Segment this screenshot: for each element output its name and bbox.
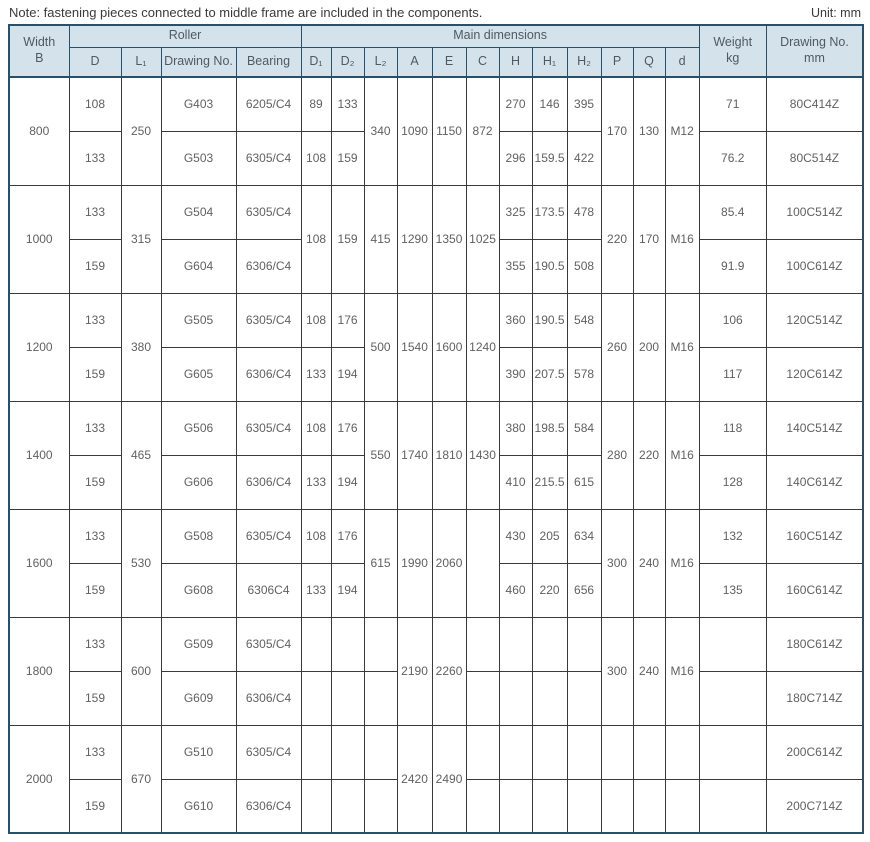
col-header-roller-drawing-no: Drawing No. bbox=[161, 47, 236, 77]
cell-h1 bbox=[532, 671, 567, 725]
cell-h1: 190.5 bbox=[532, 239, 567, 293]
cell-drawing: G505 bbox=[161, 293, 236, 347]
cell-e: 2060 bbox=[432, 509, 466, 617]
cell-q: 220 bbox=[633, 401, 665, 509]
cell-h: 380 bbox=[499, 401, 532, 455]
cell-d2: 194 bbox=[331, 455, 364, 509]
cell-d2: 159 bbox=[331, 131, 364, 185]
cell-weight: 128 bbox=[699, 455, 766, 509]
cell-d1 bbox=[301, 779, 331, 833]
cell-h2 bbox=[567, 671, 601, 725]
group-header-main-dimensions: Main dimensions bbox=[301, 25, 699, 47]
cell-d: 159 bbox=[69, 347, 121, 401]
cell-e: 2490 bbox=[432, 725, 466, 833]
cell-d1 bbox=[301, 725, 331, 779]
cell-p bbox=[601, 779, 633, 833]
cell-c: 1025 bbox=[466, 185, 499, 293]
cell-weight bbox=[699, 725, 766, 779]
cell-l2 bbox=[364, 725, 397, 779]
cell-bearing: 6305/C4 bbox=[236, 401, 301, 455]
cell-e: 1150 bbox=[432, 77, 466, 185]
col-header-width-b bbox=[9, 25, 69, 77]
cell-drawing: G609 bbox=[161, 671, 236, 725]
cell-h2: 395 bbox=[567, 77, 601, 131]
table-body bbox=[9, 77, 863, 833]
cell-drawing-no: 80C414Z bbox=[766, 77, 863, 131]
col-header-line: kg bbox=[726, 51, 740, 65]
col-header-h2: H₂ bbox=[567, 47, 601, 77]
cell-l1: 315 bbox=[121, 185, 161, 293]
cell-weight: 132 bbox=[699, 509, 766, 563]
table-container bbox=[0, 24, 870, 834]
cell-h: 296 bbox=[499, 131, 532, 185]
col-header-d1: D₁ bbox=[301, 47, 331, 77]
cell-weight: 71 bbox=[699, 77, 766, 131]
cell-h1: 173.5 bbox=[532, 185, 567, 239]
cell-drawing-no: 100C514Z bbox=[766, 185, 863, 239]
cell-bearing: 6305/C4 bbox=[236, 131, 301, 185]
cell-drawing-no: 120C514Z bbox=[766, 293, 863, 347]
cell-a: 1540 bbox=[397, 293, 432, 401]
cell-d: 133 bbox=[69, 509, 121, 563]
cell-d: 159 bbox=[69, 671, 121, 725]
cell-drawing: G608 bbox=[161, 563, 236, 617]
cell-q: 240 bbox=[633, 509, 665, 617]
col-header-p: P bbox=[601, 47, 633, 77]
col-header-weight bbox=[699, 25, 766, 77]
cell-l2 bbox=[364, 617, 397, 671]
cell-l2: 415 bbox=[364, 185, 397, 293]
cell-width-b: 1800 bbox=[9, 617, 69, 725]
cell-h2: 656 bbox=[567, 563, 601, 617]
cell-q: 170 bbox=[633, 185, 665, 293]
cell-drawing: G509 bbox=[161, 617, 236, 671]
col-header-line: B bbox=[35, 51, 44, 65]
cell-d2 bbox=[331, 617, 364, 671]
cell-d-thread: M16 bbox=[665, 617, 699, 725]
cell-drawing-no: 140C514Z bbox=[766, 401, 863, 455]
cell-d2 bbox=[331, 671, 364, 725]
cell-d-thread: M16 bbox=[665, 185, 699, 293]
cell-d1: 108 bbox=[301, 131, 331, 185]
col-header-d-thread: d bbox=[665, 47, 699, 77]
cell-h: 430 bbox=[499, 509, 532, 563]
cell-drawing-no: 160C514Z bbox=[766, 509, 863, 563]
cell-bearing: 6305/C4 bbox=[236, 293, 301, 347]
cell-l1: 530 bbox=[121, 509, 161, 617]
cell-h1: 207.5 bbox=[532, 347, 567, 401]
cell-width-b: 2000 bbox=[9, 725, 69, 833]
spec-row bbox=[9, 725, 863, 779]
cell-d-thread: M12 bbox=[665, 77, 699, 185]
cell-a: 1290 bbox=[397, 185, 432, 293]
cell-l2 bbox=[364, 779, 397, 833]
cell-weight: 91.9 bbox=[699, 239, 766, 293]
cell-h: 390 bbox=[499, 347, 532, 401]
spec-row bbox=[9, 509, 863, 563]
cell-drawing-no: 100C614Z bbox=[766, 239, 863, 293]
cell-bearing: 6305/C4 bbox=[236, 617, 301, 671]
cell-h: 325 bbox=[499, 185, 532, 239]
cell-d1: 108 bbox=[301, 509, 331, 563]
cell-drawing: G403 bbox=[161, 77, 236, 131]
cell-drawing-no: 180C614Z bbox=[766, 617, 863, 671]
cell-c bbox=[466, 725, 499, 779]
cell-h bbox=[499, 671, 532, 725]
cell-width-b: 1600 bbox=[9, 509, 69, 617]
cell-q: 130 bbox=[633, 77, 665, 185]
cell-l2: 550 bbox=[364, 401, 397, 509]
cell-h bbox=[499, 725, 532, 779]
col-header-drawing-no bbox=[766, 25, 863, 77]
cell-q: 200 bbox=[633, 293, 665, 401]
cell-drawing: G508 bbox=[161, 509, 236, 563]
cell-drawing: G503 bbox=[161, 131, 236, 185]
cell-l2: 500 bbox=[364, 293, 397, 401]
cell-weight: 117 bbox=[699, 347, 766, 401]
col-header-bearing: Bearing bbox=[236, 47, 301, 77]
cell-h2 bbox=[567, 725, 601, 779]
cell-bearing: 6205/C4 bbox=[236, 77, 301, 131]
cell-bearing: 6306/C4 bbox=[236, 347, 301, 401]
cell-c bbox=[466, 617, 499, 671]
cell-weight: 85.4 bbox=[699, 185, 766, 239]
cell-h: 270 bbox=[499, 77, 532, 131]
cell-d2: 194 bbox=[331, 347, 364, 401]
cell-d-thread: M16 bbox=[665, 509, 699, 617]
cell-d: 159 bbox=[69, 239, 121, 293]
cell-c: 1240 bbox=[466, 293, 499, 401]
cell-h2: 578 bbox=[567, 347, 601, 401]
cell-l2: 340 bbox=[364, 77, 397, 185]
cell-h1 bbox=[532, 617, 567, 671]
cell-d1: 133 bbox=[301, 455, 331, 509]
cell-d2 bbox=[331, 779, 364, 833]
cell-h1: 190.5 bbox=[532, 293, 567, 347]
cell-d2: 194 bbox=[331, 563, 364, 617]
cell-d-thread bbox=[665, 725, 699, 779]
cell-c bbox=[466, 509, 499, 617]
cell-d2: 176 bbox=[331, 401, 364, 455]
cell-h2: 584 bbox=[567, 401, 601, 455]
cell-e: 1810 bbox=[432, 401, 466, 509]
cell-e: 1600 bbox=[432, 293, 466, 401]
cell-drawing: G506 bbox=[161, 401, 236, 455]
cell-drawing: G606 bbox=[161, 455, 236, 509]
cell-c bbox=[466, 671, 499, 725]
cell-d: 159 bbox=[69, 779, 121, 833]
cell-drawing-no: 160C614Z bbox=[766, 563, 863, 617]
cell-weight bbox=[699, 617, 766, 671]
cell-d1: 108 bbox=[301, 401, 331, 455]
cell-a: 1740 bbox=[397, 401, 432, 509]
cell-p: 280 bbox=[601, 401, 633, 509]
cell-weight: 76.2 bbox=[699, 131, 766, 185]
table-header bbox=[9, 25, 863, 77]
cell-h2: 615 bbox=[567, 455, 601, 509]
cell-h1: 198.5 bbox=[532, 401, 567, 455]
cell-q: 240 bbox=[633, 617, 665, 725]
cell-d: 133 bbox=[69, 185, 121, 239]
cell-p: 170 bbox=[601, 77, 633, 185]
cell-h2: 508 bbox=[567, 239, 601, 293]
cell-drawing-no: 140C614Z bbox=[766, 455, 863, 509]
cell-e: 2260 bbox=[432, 617, 466, 725]
cell-h1: 205 bbox=[532, 509, 567, 563]
cell-d: 133 bbox=[69, 617, 121, 671]
cell-drawing: G605 bbox=[161, 347, 236, 401]
col-header-e: E bbox=[432, 47, 466, 77]
spec-row bbox=[9, 617, 863, 671]
cell-d: 133 bbox=[69, 725, 121, 779]
unit-label: Unit: mm bbox=[811, 6, 861, 20]
cell-drawing: G604 bbox=[161, 239, 236, 293]
cell-drawing-no: 200C614Z bbox=[766, 725, 863, 779]
cell-d: 133 bbox=[69, 131, 121, 185]
roller-spec-table bbox=[8, 24, 864, 834]
cell-d2 bbox=[331, 725, 364, 779]
cell-h2: 478 bbox=[567, 185, 601, 239]
cell-bearing: 6305/C4 bbox=[236, 185, 301, 239]
cell-width-b: 1200 bbox=[9, 293, 69, 401]
cell-h1: 146 bbox=[532, 77, 567, 131]
cell-d1: 89 bbox=[301, 77, 331, 131]
col-header-d: D bbox=[69, 47, 121, 77]
cell-h1: 215.5 bbox=[532, 455, 567, 509]
cell-drawing: G610 bbox=[161, 779, 236, 833]
cell-width-b: 800 bbox=[9, 77, 69, 185]
spec-row bbox=[9, 77, 863, 131]
cell-d-thread: M16 bbox=[665, 401, 699, 509]
col-header-h1: H₁ bbox=[532, 47, 567, 77]
cell-p: 220 bbox=[601, 185, 633, 293]
cell-d2: 176 bbox=[331, 509, 364, 563]
cell-q bbox=[633, 725, 665, 779]
col-header-line: Width bbox=[23, 35, 56, 50]
cell-h1: 159.5 bbox=[532, 131, 567, 185]
cell-c bbox=[466, 779, 499, 833]
cell-l2: 615 bbox=[364, 509, 397, 617]
cell-h1: 220 bbox=[532, 563, 567, 617]
spec-row bbox=[9, 401, 863, 455]
cell-d: 159 bbox=[69, 455, 121, 509]
cell-drawing: G510 bbox=[161, 725, 236, 779]
cell-d1 bbox=[301, 671, 331, 725]
cell-d1: 108 bbox=[301, 185, 331, 293]
cell-l1: 250 bbox=[121, 77, 161, 185]
cell-h2 bbox=[567, 779, 601, 833]
top-bar bbox=[0, 0, 870, 24]
cell-l2 bbox=[364, 671, 397, 725]
cell-weight: 106 bbox=[699, 293, 766, 347]
col-header-l1: L₁ bbox=[121, 47, 161, 77]
cell-h1 bbox=[532, 725, 567, 779]
cell-d: 133 bbox=[69, 401, 121, 455]
cell-d1: 133 bbox=[301, 563, 331, 617]
cell-h2: 634 bbox=[567, 509, 601, 563]
cell-bearing: 6306/C4 bbox=[236, 239, 301, 293]
cell-d-thread: M16 bbox=[665, 293, 699, 401]
cell-a: 1990 bbox=[397, 509, 432, 617]
cell-p: 300 bbox=[601, 509, 633, 617]
cell-drawing: G504 bbox=[161, 185, 236, 239]
col-header-d2: D₂ bbox=[331, 47, 364, 77]
cell-h: 410 bbox=[499, 455, 532, 509]
cell-q bbox=[633, 779, 665, 833]
cell-drawing-no: 80C514Z bbox=[766, 131, 863, 185]
cell-h2: 548 bbox=[567, 293, 601, 347]
cell-weight bbox=[699, 671, 766, 725]
cell-p: 300 bbox=[601, 617, 633, 725]
cell-weight bbox=[699, 779, 766, 833]
cell-a: 2420 bbox=[397, 725, 432, 833]
cell-d1: 108 bbox=[301, 293, 331, 347]
col-header-line: Drawing No. bbox=[780, 35, 849, 50]
cell-c: 1430 bbox=[466, 401, 499, 509]
cell-l1: 670 bbox=[121, 725, 161, 833]
cell-bearing: 6305/C4 bbox=[236, 509, 301, 563]
cell-bearing: 6306/C4 bbox=[236, 671, 301, 725]
cell-bearing: 6306C4 bbox=[236, 563, 301, 617]
cell-l1: 465 bbox=[121, 401, 161, 509]
col-header-line: mm bbox=[804, 51, 825, 65]
spec-row bbox=[9, 185, 863, 239]
cell-h: 355 bbox=[499, 239, 532, 293]
cell-p bbox=[601, 725, 633, 779]
cell-e: 1350 bbox=[432, 185, 466, 293]
cell-a: 2190 bbox=[397, 617, 432, 725]
col-header-a: A bbox=[397, 47, 432, 77]
cell-d: 159 bbox=[69, 563, 121, 617]
cell-h bbox=[499, 779, 532, 833]
cell-h2 bbox=[567, 617, 601, 671]
cell-d2: 133 bbox=[331, 77, 364, 131]
cell-weight: 135 bbox=[699, 563, 766, 617]
spec-row bbox=[9, 293, 863, 347]
cell-l1: 380 bbox=[121, 293, 161, 401]
group-header-roller: Roller bbox=[69, 25, 301, 47]
table-note: Note: fastening pieces connected to middle frame are included in the components. bbox=[9, 5, 483, 20]
col-header-c: C bbox=[466, 47, 499, 77]
cell-l1: 600 bbox=[121, 617, 161, 725]
col-header-q: Q bbox=[633, 47, 665, 77]
header-row-groups bbox=[9, 25, 863, 47]
cell-drawing-no: 120C614Z bbox=[766, 347, 863, 401]
cell-h2: 422 bbox=[567, 131, 601, 185]
cell-drawing-no: 200C714Z bbox=[766, 779, 863, 833]
cell-a: 1090 bbox=[397, 77, 432, 185]
cell-d: 133 bbox=[69, 293, 121, 347]
cell-h: 460 bbox=[499, 563, 532, 617]
cell-p: 260 bbox=[601, 293, 633, 401]
col-header-h: H bbox=[499, 47, 532, 77]
cell-width-b: 1400 bbox=[9, 401, 69, 509]
cell-d2: 176 bbox=[331, 293, 364, 347]
cell-h bbox=[499, 617, 532, 671]
cell-d1: 133 bbox=[301, 347, 331, 401]
cell-h1 bbox=[532, 779, 567, 833]
col-header-l2: L₂ bbox=[364, 47, 397, 77]
cell-d2: 159 bbox=[331, 185, 364, 293]
cell-d-thread bbox=[665, 779, 699, 833]
cell-drawing-no: 180C714Z bbox=[766, 671, 863, 725]
col-header-line: Weight bbox=[713, 35, 753, 50]
cell-weight: 118 bbox=[699, 401, 766, 455]
cell-bearing: 6306/C4 bbox=[236, 455, 301, 509]
cell-bearing: 6306/C4 bbox=[236, 779, 301, 833]
cell-d1 bbox=[301, 617, 331, 671]
cell-width-b: 1000 bbox=[9, 185, 69, 293]
cell-h: 360 bbox=[499, 293, 532, 347]
cell-bearing: 6305/C4 bbox=[236, 725, 301, 779]
cell-c: 872 bbox=[466, 77, 499, 185]
cell-d: 108 bbox=[69, 77, 121, 131]
